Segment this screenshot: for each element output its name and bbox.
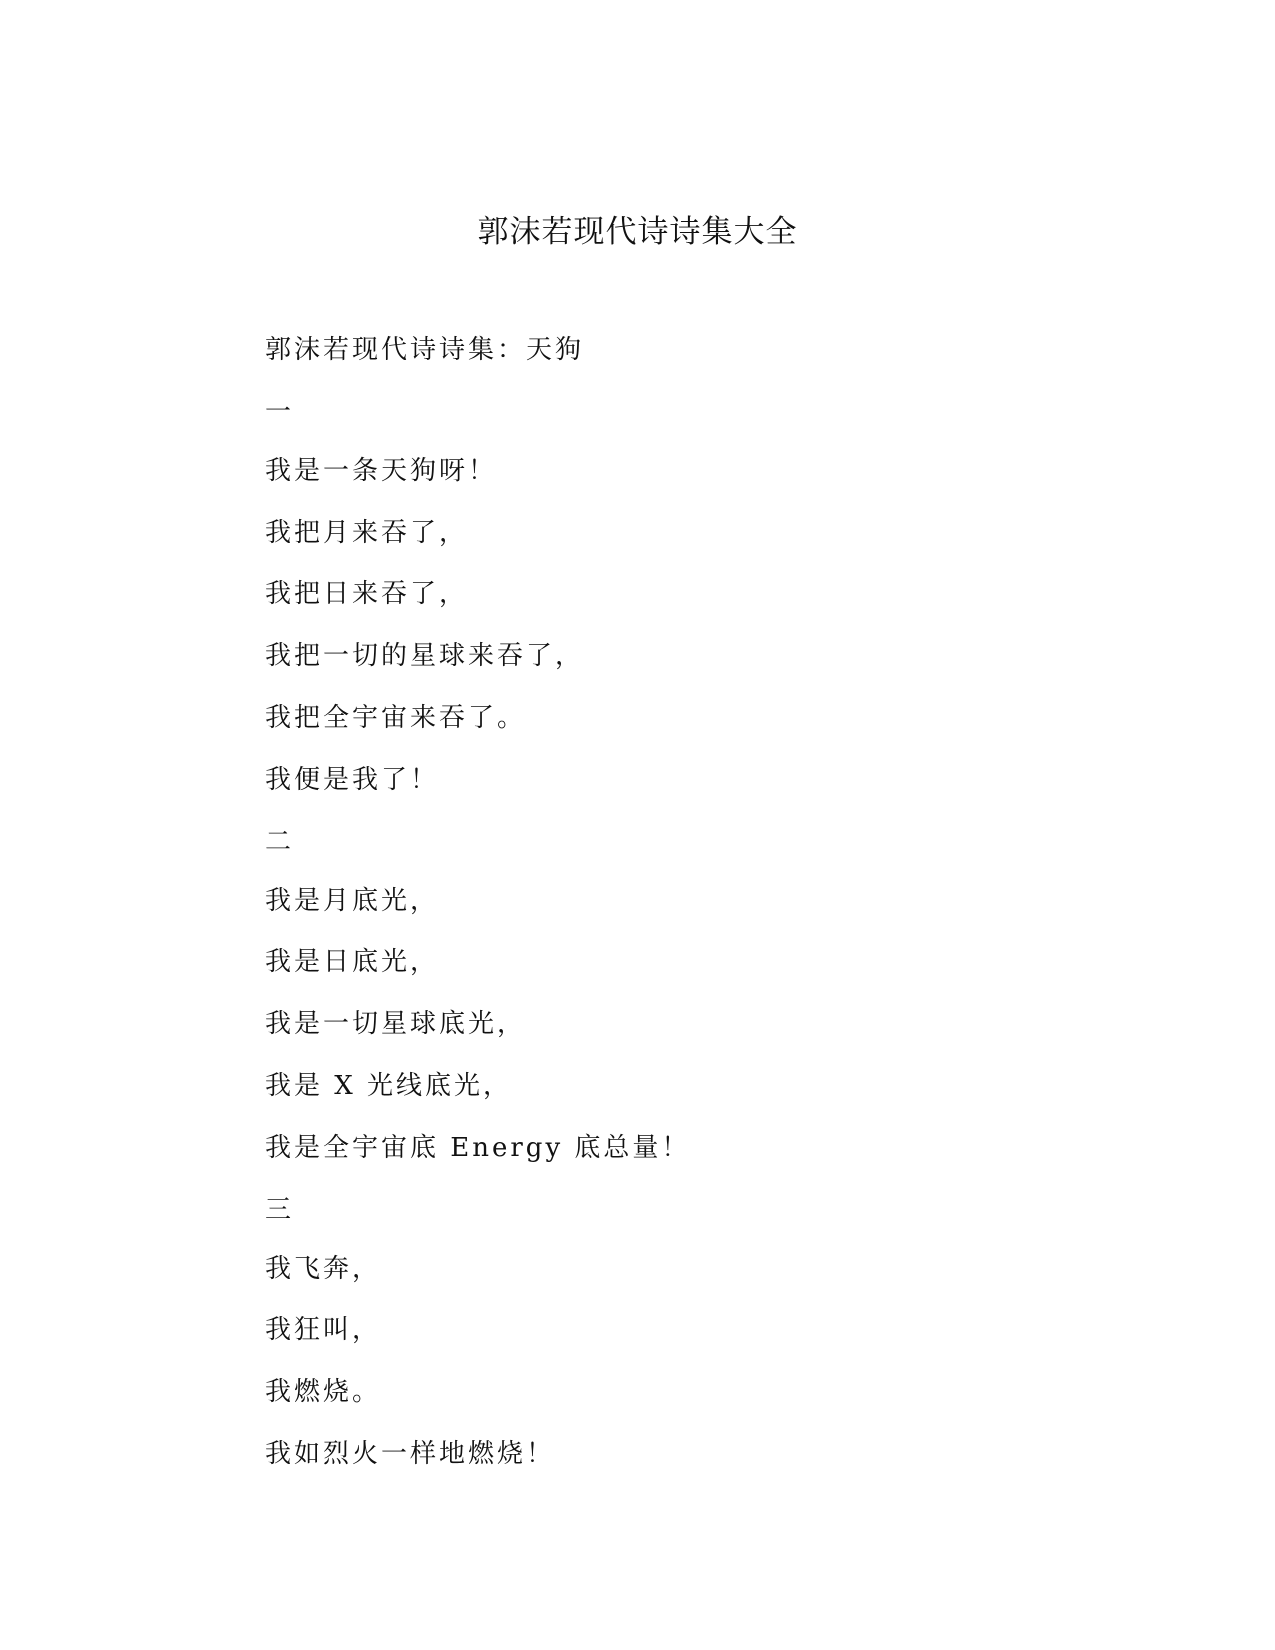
poem-line: 我是日底光， xyxy=(265,947,440,978)
poem-line: 我便是我了！ xyxy=(265,764,440,795)
poem-line: 我燃烧。 xyxy=(265,1377,382,1408)
poem-line: 我把全宇宙来吞了。 xyxy=(265,702,527,733)
poem-line: 我是全宇宙底 Energy 底总量！ xyxy=(265,1132,691,1163)
document-title: 郭沫若现代诗诗集大全 xyxy=(477,214,798,250)
poem-line: 我飞奔， xyxy=(265,1253,382,1284)
poem-line: 我是一切星球底光， xyxy=(265,1009,527,1040)
poem-body xyxy=(265,333,1085,1499)
poem-line: 我把一切的星球来吞了， xyxy=(265,641,585,672)
poem-line: 我把日来吞了， xyxy=(265,579,469,610)
poem-line: 我是月底光， xyxy=(265,885,440,916)
poem-line: 我如烈火一样地燃烧！ xyxy=(265,1438,556,1469)
poem-line: 我是一条天狗呀！ xyxy=(265,455,498,486)
poem-heading: 郭沫若现代诗诗集：天狗 xyxy=(265,335,585,365)
section-number: 二 xyxy=(265,826,295,857)
section-number: 一 xyxy=(265,396,295,427)
poem-line: 我是 X 光线底光， xyxy=(265,1070,513,1101)
poem-line: 我把月来吞了， xyxy=(265,517,469,548)
section-number: 三 xyxy=(265,1194,295,1225)
poem-line: 我狂叫， xyxy=(265,1315,382,1346)
